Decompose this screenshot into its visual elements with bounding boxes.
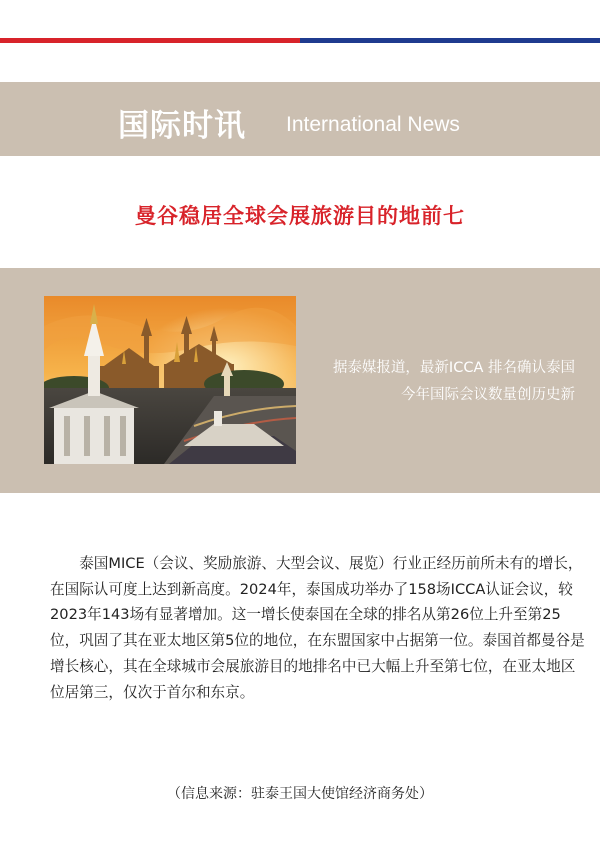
section-title-cn: 国际时讯 xyxy=(118,108,246,144)
article-title: 曼谷稳居全球会展旅游目的地前七 xyxy=(135,204,465,228)
top-accent-bar xyxy=(0,38,600,43)
article-source: （信息来源：驻泰王国大使馆经济商务处） xyxy=(167,786,433,802)
top-accent-blue xyxy=(300,38,600,43)
photo-caption: 据泰媒报道，最新ICCA 排名确认泰国今年国际会议数量创历史新 xyxy=(332,360,575,403)
article-paragraph: 泰国MICE（会议、奖励旅游、大型会议、展览）行业正经历前所未有的增长，在国际认可度上达到新高度。2024年，泰国成功举办了158场ICCA认证会议，较2023年143场有显著增加。这一增长使泰国在全球的排名从第26位上升至第25 位，巩固了其在亚太地区第5位的地位，在东盟国家中占据第一位。泰国首都曼谷是增长核心，其在全球城市会展旅游目的地排名中已大幅上升至第七位，在亚太地区位居第三，仅次于首尔和东京。 xyxy=(50,555,585,701)
article-body xyxy=(50,551,585,705)
bangkok-temple-photo xyxy=(44,296,296,464)
section-title-en: International News xyxy=(286,113,460,136)
top-accent-red xyxy=(0,38,300,43)
